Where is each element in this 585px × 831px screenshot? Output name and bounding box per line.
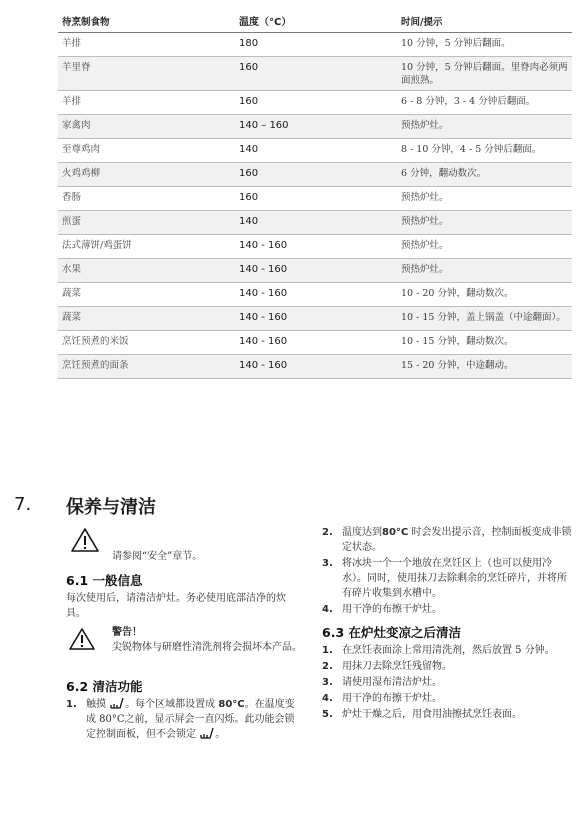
table-row xyxy=(58,235,572,259)
cell-time-hints: 15 - 20 分钟，中途翻动。 xyxy=(401,360,514,371)
cell-temperature: 140 - 160 xyxy=(239,312,288,323)
table-row xyxy=(58,259,572,283)
table-row xyxy=(58,91,572,115)
cool-cleaning-list xyxy=(322,643,572,722)
cell-time-hints: 预热炉灶。 xyxy=(401,264,449,275)
cell-temperature: 160 xyxy=(239,62,259,73)
cell-temperature: 160 xyxy=(239,96,259,107)
header-food: 待烹制食物 xyxy=(62,17,110,28)
header-time-hints: 时间/提示 xyxy=(401,17,443,28)
cell-temperature: 140 - 160 xyxy=(239,336,288,347)
cell-food: 烹饪预煮的面条 xyxy=(62,360,129,371)
table-row xyxy=(58,139,572,163)
cell-time-hints: 预热炉灶。 xyxy=(401,120,449,131)
cell-time-hints: 6 - 8 分钟，3 - 4 分钟后翻面。 xyxy=(401,96,536,107)
cell-time-hints: 10 - 15 分钟，盖上锅盖（中途翻面）。 xyxy=(401,312,566,323)
caution-triangle-icon xyxy=(70,527,100,553)
cell-time-hints: 10 - 15 分钟，翻动数次。 xyxy=(401,336,514,347)
list-item: 2. 温度达到80°C 时会发出提示音，控制面板变成非锁定状态。 xyxy=(322,527,572,553)
table-row xyxy=(58,283,572,307)
left-column xyxy=(66,525,302,743)
cell-temperature: 160 xyxy=(239,192,259,203)
table-body xyxy=(58,33,572,379)
cell-temperature: 140 xyxy=(239,216,259,227)
cell-food: 火鸡鸡柳 xyxy=(62,168,101,179)
cell-temperature: 140 – 160 xyxy=(239,120,289,131)
section-number: 7. xyxy=(14,494,32,515)
clean-function-icon xyxy=(200,727,214,739)
cell-temperature: 180 xyxy=(239,38,259,49)
cooking-table xyxy=(58,13,572,379)
list-item: 1. 在烹饪表面涂上常用清洗剂，然后放置 5 分钟。 xyxy=(322,645,555,656)
cell-temperature: 140 - 160 xyxy=(239,360,288,371)
clean-function-icon xyxy=(110,697,124,709)
table-row xyxy=(58,57,572,91)
cell-temperature: 140 - 160 xyxy=(239,288,288,299)
section-title: 保养与清洁 xyxy=(66,497,156,518)
warning-triangle-icon xyxy=(68,627,96,651)
cell-time-hints: 预热炉灶。 xyxy=(401,240,449,251)
cell-food: 羊排 xyxy=(62,96,82,107)
cell-time-hints: 6 分钟，翻动数次。 xyxy=(401,168,487,179)
table-row xyxy=(58,355,572,379)
cell-temperature: 140 xyxy=(239,144,259,155)
header-temperature: 温度（°C） xyxy=(239,17,292,28)
cell-temperature: 160 xyxy=(239,168,259,179)
warning-text: 尖锐物体与研磨性清洗剂将会损坏本产品。 xyxy=(112,642,302,653)
list-item: 4. 用干净的布擦干炉灶。 xyxy=(322,604,442,615)
cell-food: 法式薄饼/鸡蛋饼 xyxy=(62,240,132,251)
caution-text: 请参阅“安全”章节。 xyxy=(112,551,203,562)
list-item: 3. 将冰块一个一个地放在烹饪区上（也可以使用冷水）。同时，使用抹刀去除剩余的烹饪碎片，并将所有碎片收集到水槽中。 xyxy=(322,558,567,599)
cell-time-hints: 8 - 10 分钟，4 - 5 分钟后翻面。 xyxy=(401,144,542,155)
caution-note xyxy=(66,525,302,565)
cell-temperature: 140 - 160 xyxy=(239,264,288,275)
table-row xyxy=(58,33,572,57)
table-row xyxy=(58,163,572,187)
cell-food: 香肠 xyxy=(62,192,82,203)
cell-food: 煎蛋 xyxy=(62,216,82,227)
list-item: 5. 炉灶干燥之后，用食用油擦拭烹饪表面。 xyxy=(322,709,522,720)
list-item: 3. 请使用湿布清洁炉灶。 xyxy=(322,677,442,688)
cell-food: 羊排 xyxy=(62,38,82,49)
cell-time-hints: 10 - 20 分钟，翻动数次。 xyxy=(401,288,514,299)
table-row xyxy=(58,187,572,211)
heading-6-2: 6.2 清洁功能 xyxy=(66,679,143,694)
heading-6-1: 6.1 一般信息 xyxy=(66,573,143,588)
cleaning-function-list xyxy=(66,697,302,742)
heading-6-3: 6.3 在炉灶变凉之后清洁 xyxy=(322,625,461,640)
cell-food: 蔬菜 xyxy=(62,312,82,323)
cell-time-hints: 预热炉灶。 xyxy=(401,192,449,203)
list-item: 2. 用抹刀去除烹饪残留物。 xyxy=(322,661,452,672)
cell-food: 家禽肉 xyxy=(62,120,91,131)
cell-food: 蔬菜 xyxy=(62,288,82,299)
table-row xyxy=(58,211,572,235)
list-item: 1. 触摸 。每个区域都设置成 80°C。在温度变成 80°C之前，显示屏会一直闪烁。此功能会锁定控制面板，但不会锁定 。 xyxy=(66,699,295,740)
table-row xyxy=(58,307,572,331)
cell-food: 烹饪预煮的米饭 xyxy=(62,336,129,347)
warning-title: 警告！ xyxy=(112,627,142,638)
cell-food: 水果 xyxy=(62,264,82,275)
cell-time-hints: 预热炉灶。 xyxy=(401,216,449,227)
cleaning-function-list-cont xyxy=(322,525,572,617)
table-row xyxy=(58,331,572,355)
warning-note xyxy=(66,627,302,671)
list-item: 4. 用干净的布擦干炉灶。 xyxy=(322,693,442,704)
cell-time-hints: 10 分钟，5 分钟后翻面。里脊肉必须两面煎熟。 xyxy=(401,62,568,86)
right-column xyxy=(322,525,572,723)
cell-food: 至尊鸡肉 xyxy=(62,144,101,155)
cell-food: 羊里脊 xyxy=(62,62,91,73)
table-header-row xyxy=(58,13,572,33)
cell-temperature: 140 - 160 xyxy=(239,240,288,251)
table-row xyxy=(58,115,572,139)
general-info-text: 每次使用后，请清洁炉灶。务必使用底部洁净的炊具。 xyxy=(66,593,286,619)
cell-time-hints: 10 分钟，5 分钟后翻面。 xyxy=(401,38,511,49)
